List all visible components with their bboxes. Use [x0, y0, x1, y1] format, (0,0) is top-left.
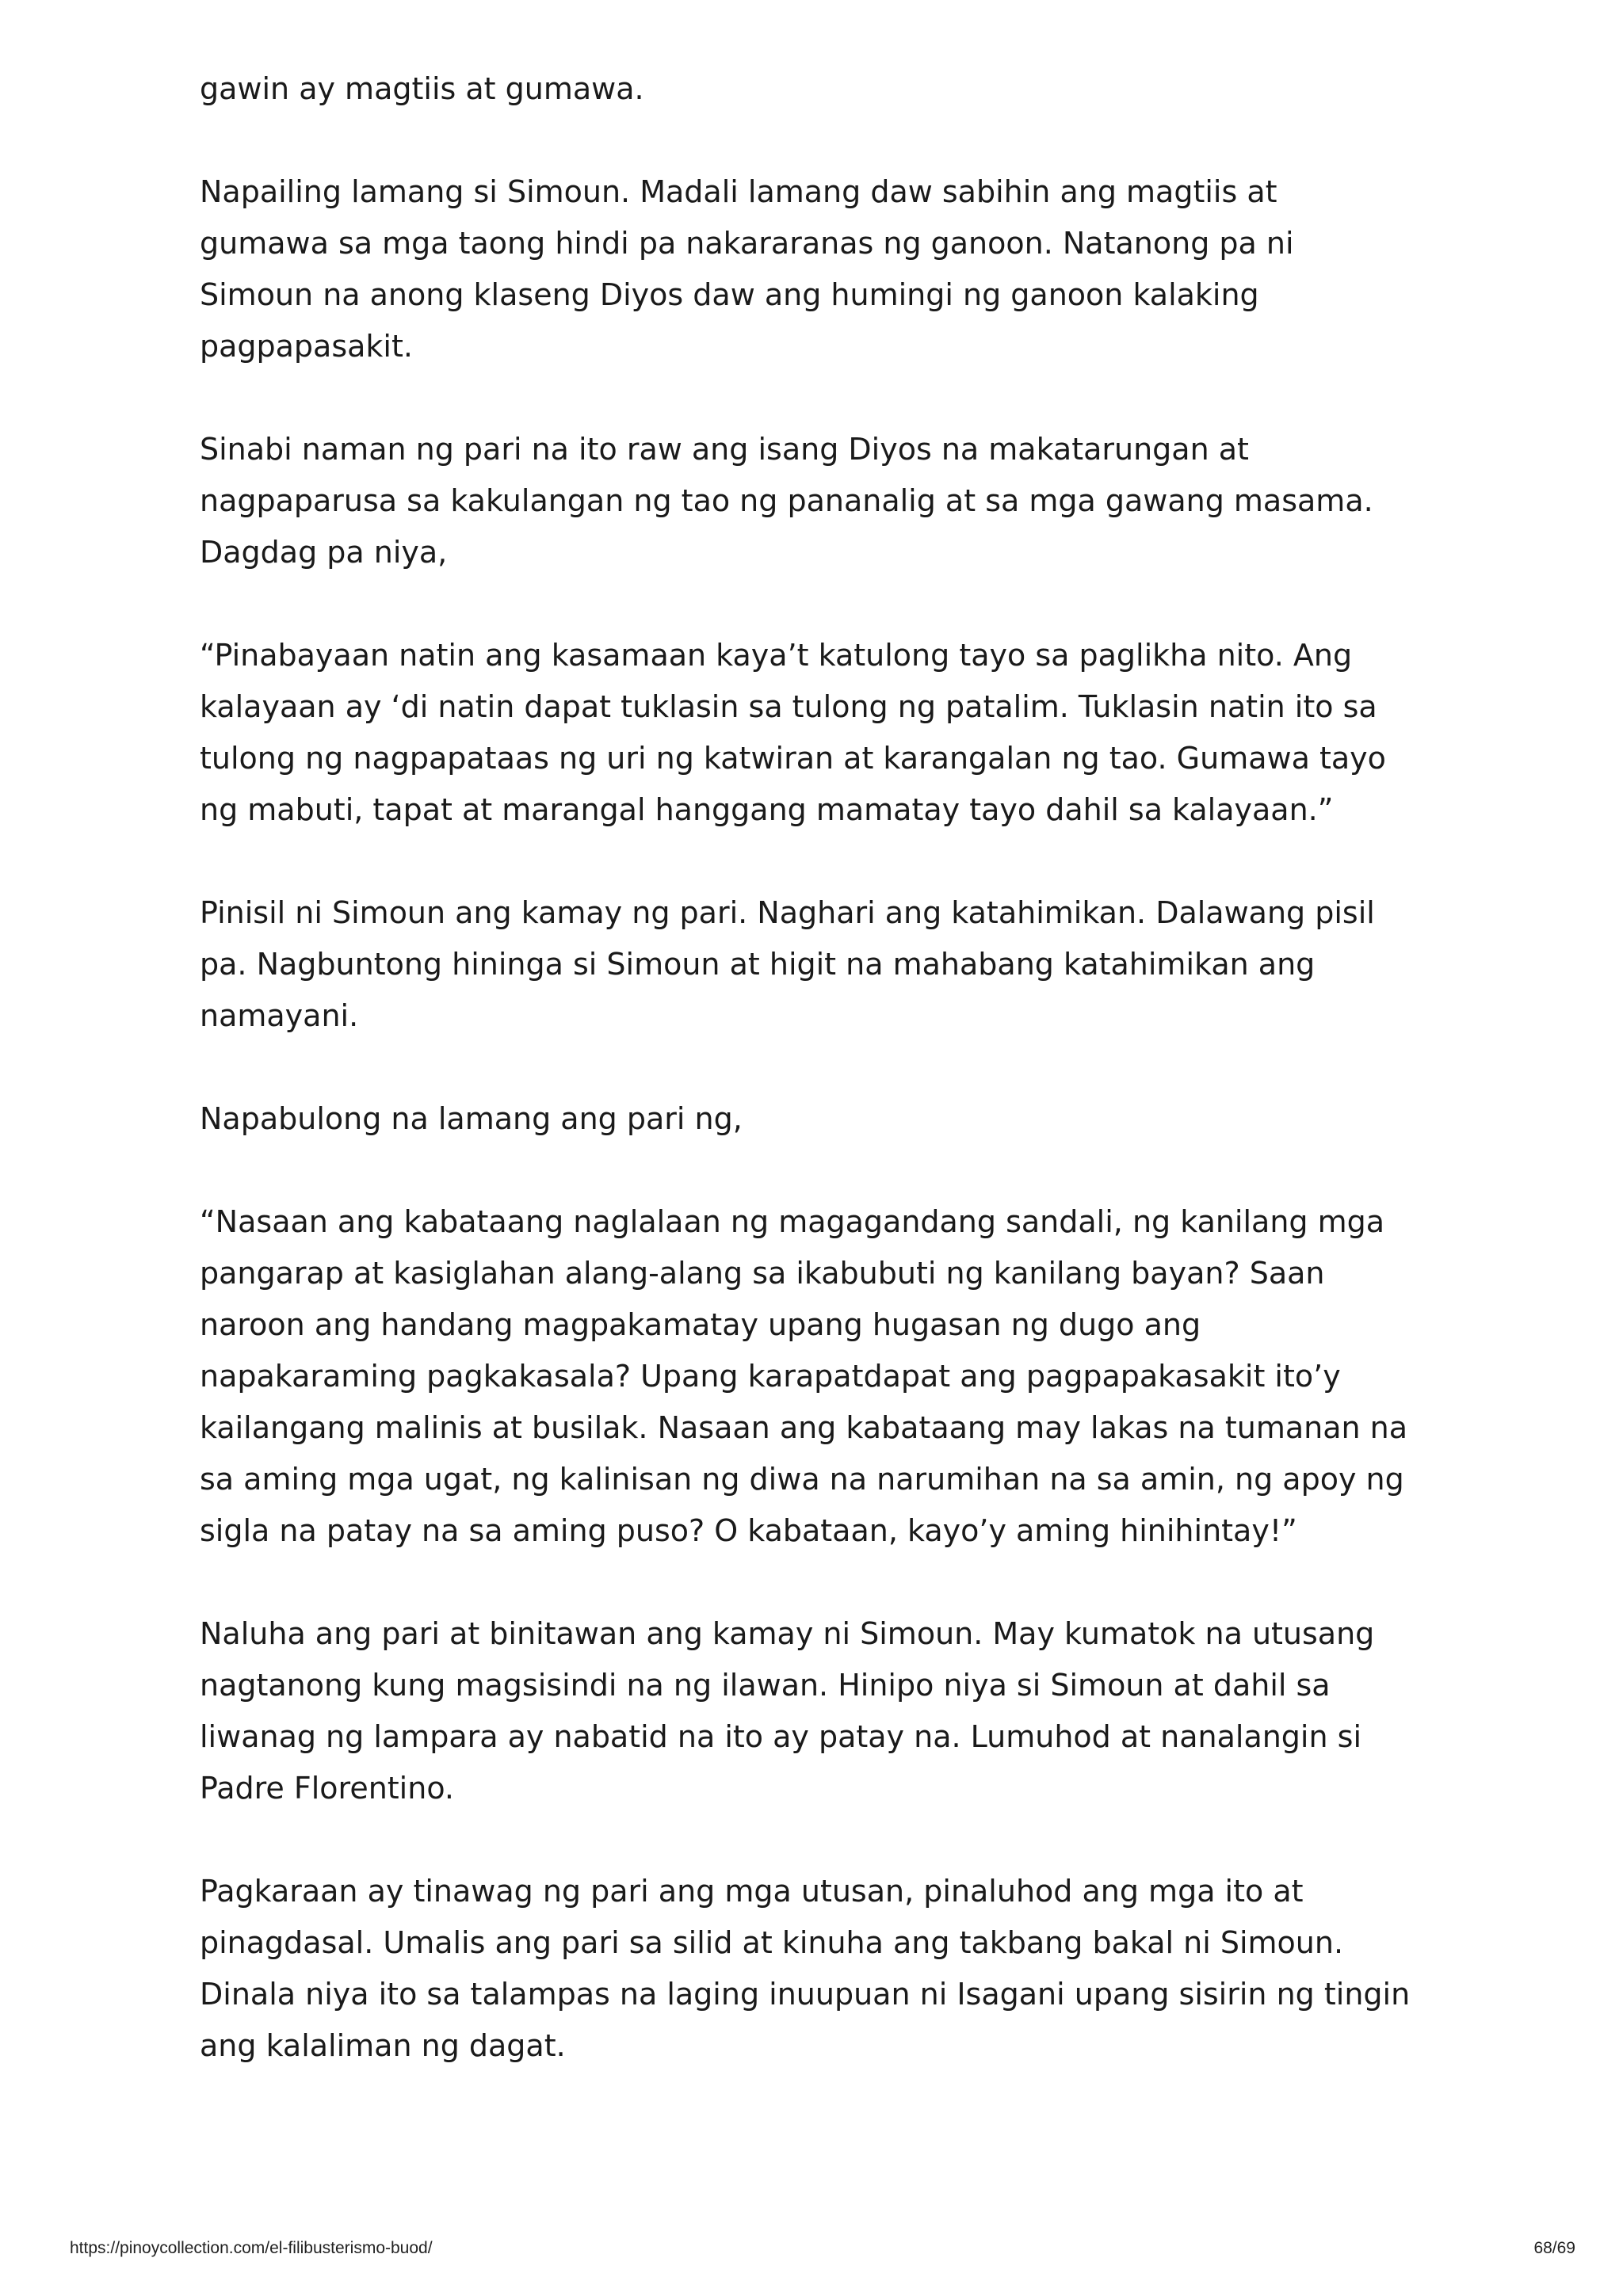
text-line: Napailing lamang si Simoun. Madali lamang daw sabihin ang magtiis at [200, 174, 1277, 209]
text-line: “Pinabayaan natin ang kasamaan kaya’t katulong tayo sa paglikha nito. Ang [200, 638, 1353, 673]
paragraph [200, 1866, 1491, 2072]
text-line: sa aming mga ugat, ng kalinisan ng diwa na narumihan na sa amin, ng apoy ng [200, 1462, 1404, 1497]
text-line: “Nasaan ang kabataang naglalaan ng magagandang sandali, ng kanilang mga [200, 1204, 1385, 1239]
page-footer [0, 2239, 1623, 2266]
paragraph [200, 166, 1491, 372]
text-line: gumawa sa mga taong hindi pa nakararanas ng ganoon. Natanong pa ni [200, 226, 1294, 261]
footer-url: https://pinoycollection.com/el-filibusterismo-buod/ [70, 2239, 433, 2257]
text-line: Padre Florentino. [200, 1771, 454, 1806]
text-line: ng mabuti, tapat at marangal hanggang mamatay tayo dahil sa kalayaan.” [200, 792, 1334, 827]
quote-paragraph [200, 1196, 1491, 1557]
text-line: Dinala niya ito sa talampas na laging inuupuan ni Isagani upang sisirin ng tingin [200, 1977, 1411, 2012]
text-line: kalayaan ay ‘di natin dapat tuklasin sa tulong ng patalim. Tuklasin natin ito sa [200, 689, 1377, 724]
page-number: 68/69 [1533, 2239, 1575, 2257]
text-line: pa. Nagbuntong hininga si Simoun at higit na mahabang katahimikan ang [200, 947, 1316, 982]
text-line: pagpapasakit. [200, 329, 413, 364]
text-line: Pinisil ni Simoun ang kamay ng pari. Naghari ang katahimikan. Dalawang pisil [200, 895, 1375, 930]
text-line: Pagkaraan ay tinawag ng pari ang mga utusan, pinaluhod ang mga ito at [200, 1874, 1304, 1909]
text-line: tulong ng nagpapataas ng uri ng katwiran at karangalan ng tao. Gumawa tayo [200, 741, 1386, 776]
text-line: pinagdasal. Umalis ang pari sa silid at kinuha ang takbang bakal ni Simoun. [200, 1925, 1344, 1960]
text-line: nagtanong kung magsisindi na ng ilawan. Hinipo niya si Simoun at dahil sa [200, 1668, 1331, 1703]
text-line: gawin ay magtiis at gumawa. [200, 71, 644, 106]
text-line: Dagdag pa niya, [200, 535, 448, 570]
quote-paragraph [200, 630, 1491, 836]
text-line: naroon ang handang magpakamatay upang hugasan ng dugo ang [200, 1307, 1201, 1342]
paragraph [200, 424, 1491, 578]
text-line: nagpaparusa sa kakulangan ng tao ng pananalig at sa mga gawang masama. [200, 483, 1373, 518]
paragraph [200, 887, 1491, 1042]
text-line: namayani. [200, 998, 359, 1033]
text-line: pangarap at kasiglahan alang-alang sa ikabubuti ng kanilang bayan? Saan [200, 1256, 1325, 1291]
text-line: Simoun na anong klaseng Diyos daw ang humingi ng ganoon kalaking [200, 277, 1259, 312]
text-line: Sinabi naman ng pari na ito raw ang isang Diyos na makatarungan at [200, 432, 1249, 467]
text-line: liwanag ng lampara ay nabatid na ito ay patay na. Lumuhod at nanalangin si [200, 1719, 1362, 1754]
text-line: sigla na patay na sa aming puso? O kabataan, kayo’y aming hinihintay!” [200, 1513, 1297, 1548]
paragraph [200, 1093, 1491, 1145]
paragraph [200, 63, 1491, 115]
text-line: napakaraming pagkakasala? Upang karapatdapat ang pagpapakasakit ito’y [200, 1359, 1341, 1394]
text-line: kailangang malinis at busilak. Nasaan ang kabataang may lakas na tumanan na [200, 1410, 1408, 1445]
paragraph [200, 1608, 1491, 1814]
text-line: ang kalaliman ng dagat. [200, 2028, 566, 2063]
document-body [200, 63, 1491, 2072]
text-line: Naluha ang pari at binitawan ang kamay ni Simoun. May kumatok na utusang [200, 1616, 1375, 1651]
text-line: Napabulong na lamang ang pari ng, [200, 1101, 743, 1136]
